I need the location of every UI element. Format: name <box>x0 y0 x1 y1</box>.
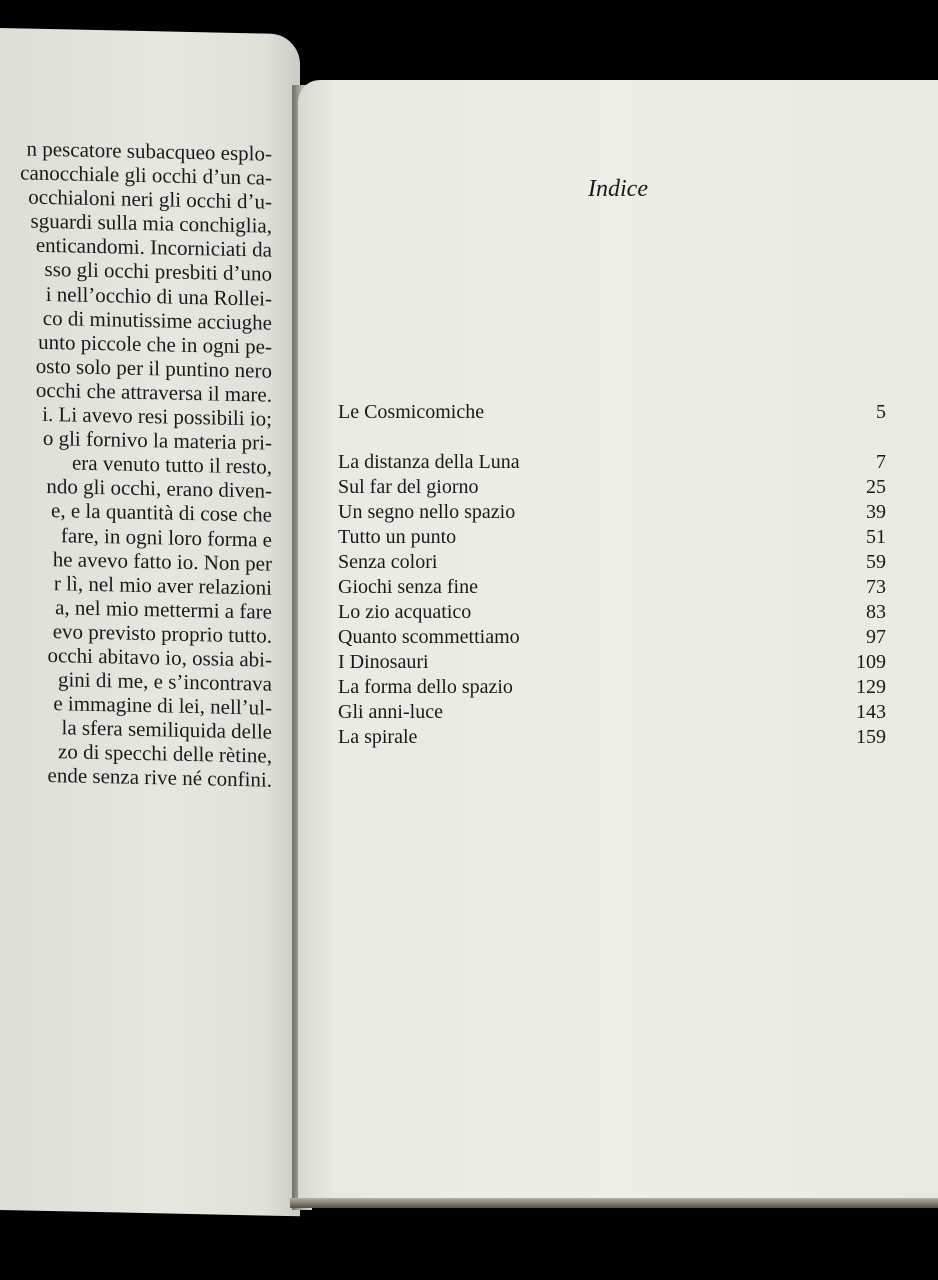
right-page <box>298 80 938 1206</box>
toc-entry-page: 73 <box>866 576 886 598</box>
toc-entry-page: 97 <box>866 626 886 648</box>
toc-entry-title: Senza colori <box>338 551 438 573</box>
toc-entry <box>338 725 886 750</box>
toc-entry-page: 51 <box>866 526 886 548</box>
toc-entry-page: 5 <box>876 401 886 423</box>
toc-entry <box>338 600 886 625</box>
toc-entry-title: Lo zio acquatico <box>338 601 472 623</box>
text-line: occhi che attraversa il mare. <box>35 377 272 407</box>
toc-entry <box>338 450 886 475</box>
toc-entry-page: 159 <box>856 726 886 748</box>
toc-entry-title: Tutto un punto <box>338 526 457 548</box>
toc-entry-page: 109 <box>856 651 886 673</box>
toc-entry <box>338 500 886 525</box>
toc-entry-page: 25 <box>866 476 886 498</box>
toc-entry <box>338 550 886 575</box>
toc-entry-title: Giochi senza fine <box>338 576 478 598</box>
text-line: co di minutissime acciughe <box>42 305 272 335</box>
text-line: evo previsto proprio tutto. <box>52 618 272 648</box>
toc-entry-page: 39 <box>866 501 886 523</box>
toc-entry-page: 83 <box>866 601 886 623</box>
text-line: sguardi sulla mia conchiglia, <box>30 208 272 238</box>
toc-entry-title: I Dinosauri <box>338 651 429 673</box>
text-line: canocchiale gli occhi d’un ca- <box>20 160 272 190</box>
left-page <box>0 28 300 1216</box>
toc-entry-page: 7 <box>876 451 886 473</box>
toc-entry <box>338 575 886 600</box>
toc-entry-title: La forma dello spazio <box>338 676 513 698</box>
text-line: occhi abitavo io, ossia abi- <box>47 642 272 672</box>
toc-entry-title: La spirale <box>338 726 418 748</box>
text-line: era venuto tutto il resto, <box>71 450 272 479</box>
toc-entry-title: Sul far del giorno <box>338 476 479 498</box>
text-line: gini di me, e s’incontrava <box>57 667 272 696</box>
text-line: e, e la quantità di cose che <box>51 498 272 528</box>
text-line: enticandomi. Incorniciati da <box>35 233 272 263</box>
text-line: la sfera semiliquida delle <box>61 715 272 744</box>
toc-entry <box>338 625 886 650</box>
text-line: he avevo fatto io. Non per <box>52 546 272 576</box>
toc-entry-page: 59 <box>866 551 886 573</box>
text-line: zo di specchi delle rètine, <box>58 739 272 769</box>
toc-entry <box>338 475 886 500</box>
toc-entry <box>338 650 886 675</box>
text-line: ndo gli occhi, erano diven- <box>46 474 272 504</box>
text-line: ende senza rive né confini. <box>47 763 272 793</box>
text-line: fare, in ogni loro forma e <box>60 522 272 552</box>
text-line: e immagine di lei, nell’ul- <box>53 691 272 720</box>
text-line: unto piccole che in ogni pe- <box>38 329 272 359</box>
text-line: osto solo per il puntino nero <box>35 353 272 383</box>
text-line: i. Li avevo resi possibili io; <box>42 401 272 431</box>
toc-entry-title: Quanto scommettiamo <box>338 626 520 648</box>
toc-entry-title: La distanza della Luna <box>338 451 520 473</box>
table-of-contents <box>338 400 886 750</box>
toc-entry-page: 129 <box>856 676 886 698</box>
text-line: sso gli occhi presbiti d’uno <box>44 257 272 287</box>
toc-entry <box>338 675 886 700</box>
page-bottom-edge <box>290 1198 938 1208</box>
toc-entry-title: Gli anni-luce <box>338 701 443 723</box>
text-line: r lì, nel mio aver relazioni <box>53 570 272 600</box>
toc-entry <box>338 700 886 725</box>
text-line: a, nel mio mettermi a fare <box>55 594 272 624</box>
toc-entry-title: Le Cosmicomiche <box>338 401 485 423</box>
text-line: o gli fornivo la materia pri- <box>42 426 272 455</box>
left-page-text <box>0 131 272 792</box>
index-title: Indice <box>588 176 648 202</box>
toc-entry-title: Un segno nello spazio <box>338 501 516 523</box>
text-line: n pescatore subacqueo esplo- <box>26 136 272 166</box>
toc-entry-page: 143 <box>856 701 886 723</box>
text-line: i nell’occhio di una Rollei- <box>45 281 272 311</box>
toc-entry <box>338 525 886 550</box>
text-line: occhialoni neri gli occhi d’u- <box>28 184 272 214</box>
toc-entry <box>338 400 886 425</box>
